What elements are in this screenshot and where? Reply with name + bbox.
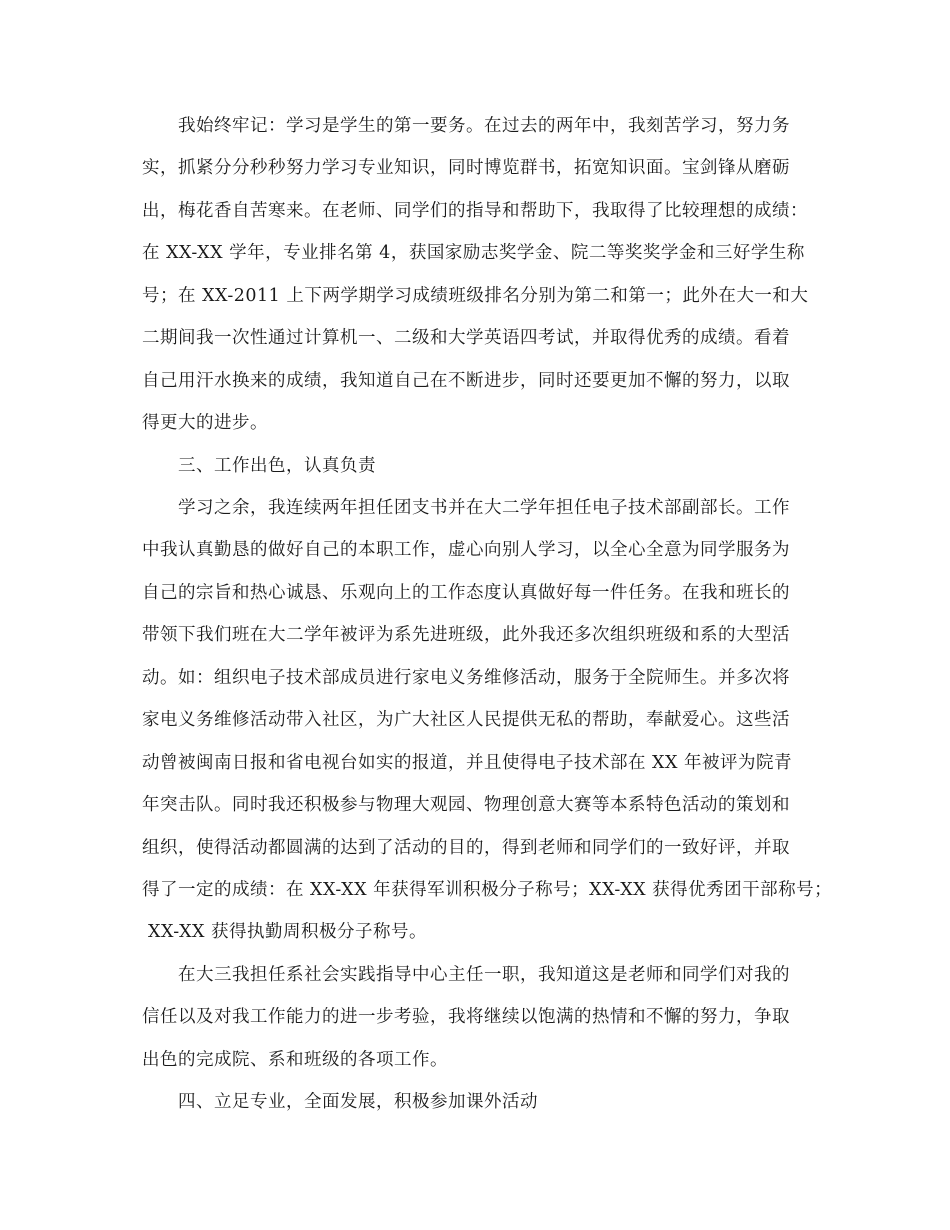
paragraph-work-line: XX-XX 获得执勤周积极分子称号。: [148, 922, 428, 942]
paragraph-work-line: 年突击队。同时我还积极参与物理大观园、物理创意大赛等本系特色活动的策划和: [142, 795, 790, 815]
paragraph-work-line: 学习之余，我连续两年担任团支书并在大二学年担任电子技术部副部长。工作: [178, 498, 790, 518]
section-heading-work: 三、工作出色，认真负责: [178, 456, 376, 476]
paragraph-study-line: 出，梅花香自苦寒来。在老师、同学们的指导和帮助下，我取得了比较理想的成绩：: [142, 201, 808, 221]
paragraph-work-line: 得了一定的成绩：在 XX-XX 年获得军训积极分子称号；XX-XX 获得优秀团干部称号；: [142, 880, 833, 900]
paragraph-work-line: 中我认真勤恳的做好自己的本职工作，虚心向别人学习，以全心全意为同学服务为: [142, 540, 790, 560]
paragraph-study-line: 得更大的进步。: [142, 413, 268, 433]
paragraph-study-line: 我始终牢记：学习是学生的第一要务。在过去的两年中，我刻苦学习，努力务: [178, 116, 790, 136]
paragraph-work-line: 组织，使得活动都圆满的达到了活动的目的，得到老师和同学们的一致好评，并取: [142, 838, 790, 858]
paragraph-study-line: 在 XX-XX 学年，专业排名第 4，获国家励志奖学金、院二等奖奖学金和三好学生称: [142, 243, 805, 263]
paragraph-junior-year-line: 信任以及对我工作能力的进一步考验，我将继续以饱满的热情和不懈的努力，争取: [142, 1007, 790, 1027]
paragraph-work-line: 动曾被闽南日报和省电视台如实的报道，并且使得电子技术部在 XX 年被评为院青: [142, 753, 793, 773]
paragraph-work-line: 动。如：组织电子技术部成员进行家电义务维修活动，服务于全院师生。并多次将: [142, 668, 790, 688]
paragraph-study-line: 自己用汗水换来的成绩，我知道自己在不断进步，同时还要更加不懈的努力，以取: [142, 371, 790, 391]
paragraph-junior-year-line: 在大三我担任系社会实践指导中心主任一职，我知道这是老师和同学们对我的: [178, 965, 790, 985]
paragraph-work-line: 带领下我们班在大二学年被评为系先进班级，此外我还多次组织班级和系的大型活: [142, 625, 790, 645]
paragraph-study-line: 二期间我一次性通过计算机一、二级和大学英语四考试，并取得优秀的成绩。看着: [142, 328, 790, 348]
paragraph-study-line: 实，抓紧分分秒秒努力学习专业知识，同时博览群书，拓宽知识面。宝剑锋从磨砺: [142, 158, 790, 178]
paragraph-work-line: 自己的宗旨和热心诚恳、乐观向上的工作态度认真做好每一件任务。在我和班长的: [142, 583, 790, 603]
section-heading-development: 四、立足专业，全面发展，积极参加课外活动: [178, 1092, 538, 1112]
paragraph-study-line: 号；在 XX-2011 上下两学期学习成绩班级排名分别为第二和第一；此外在大一和大: [142, 286, 809, 306]
paragraph-work-line: 家电义务维修活动带入社区，为广大社区人民提供无私的帮助，奉献爱心。这些活: [142, 710, 790, 730]
paragraph-junior-year-line: 出色的完成院、系和班级的各项工作。: [142, 1050, 448, 1070]
